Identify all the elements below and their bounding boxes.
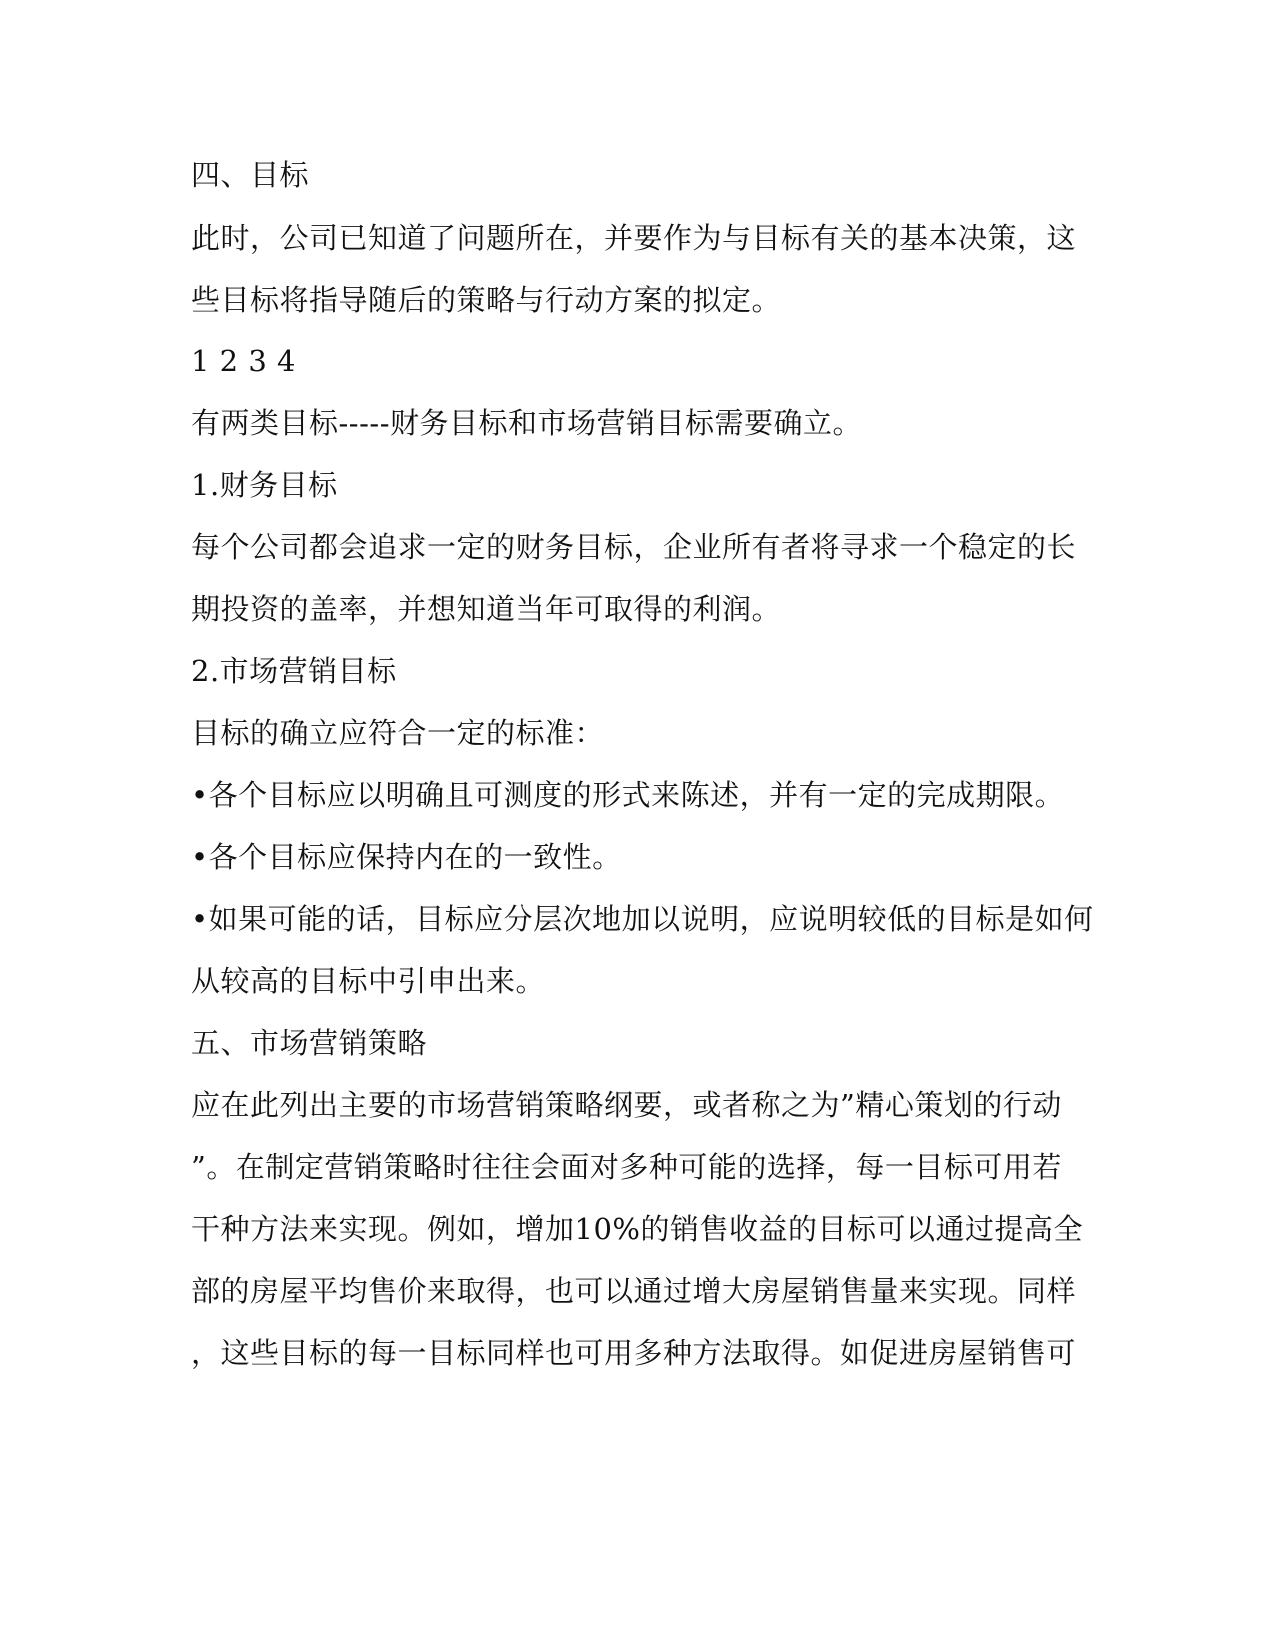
paragraph-line: 从较高的目标中引申出来。 <box>191 964 546 998</box>
paragraph-line: 目标的确立应符合一定的标准： <box>191 716 605 750</box>
section-heading-goals: 四、目标 <box>191 158 310 192</box>
paragraph-line: ”。在制定营销策略时往往会面对多种可能的选择，每一目标可用若 <box>191 1150 1062 1184</box>
paragraph-line: 部的房屋平均售价来取得，也可以通过增大房屋销售量来实现。同样 <box>191 1274 1077 1308</box>
bullet-item: •如果可能的话，目标应分层次地加以说明，应说明较低的目标是如何 <box>191 902 1094 936</box>
bullet-item: •各个目标应保持内在的一致性。 <box>191 840 622 874</box>
paragraph-line: 每个公司都会追求一定的财务目标，企业所有者将寻求一个稳定的长 <box>191 530 1077 564</box>
paragraph-line: ，这些目标的每一目标同样也可用多种方法取得。如促进房屋销售可 <box>191 1336 1077 1370</box>
subheading-financial-goals: 1.财务目标 <box>191 468 338 502</box>
paragraph-line: 些目标将指导随后的策略与行动方案的拟定。 <box>191 283 782 317</box>
paragraph-line: 此时，公司已知道了问题所在，并要作为与目标有关的基本决策，这 <box>191 221 1077 255</box>
paragraph-line: 干种方法来实现。例如，增加10%的销售收益的目标可以通过提高全 <box>191 1212 1083 1246</box>
paragraph-line: 有两类目标-----财务目标和市场营销目标需要确立。 <box>191 406 862 440</box>
subheading-marketing-goals: 2.市场营销目标 <box>191 654 397 688</box>
paragraph-line: 期投资的盖率，并想知道当年可取得的利润。 <box>191 592 782 626</box>
number-sequence: 1 2 3 4 <box>191 344 296 378</box>
section-heading-marketing-strategy: 五、市场营销策略 <box>191 1026 428 1060</box>
paragraph-line: 应在此列出主要的市场营销策略纲要，或者称之为”精心策划的行动 <box>191 1088 1062 1122</box>
bullet-item: •各个目标应以明确且可测度的形式来陈述，并有一定的完成期限。 <box>191 778 1065 812</box>
